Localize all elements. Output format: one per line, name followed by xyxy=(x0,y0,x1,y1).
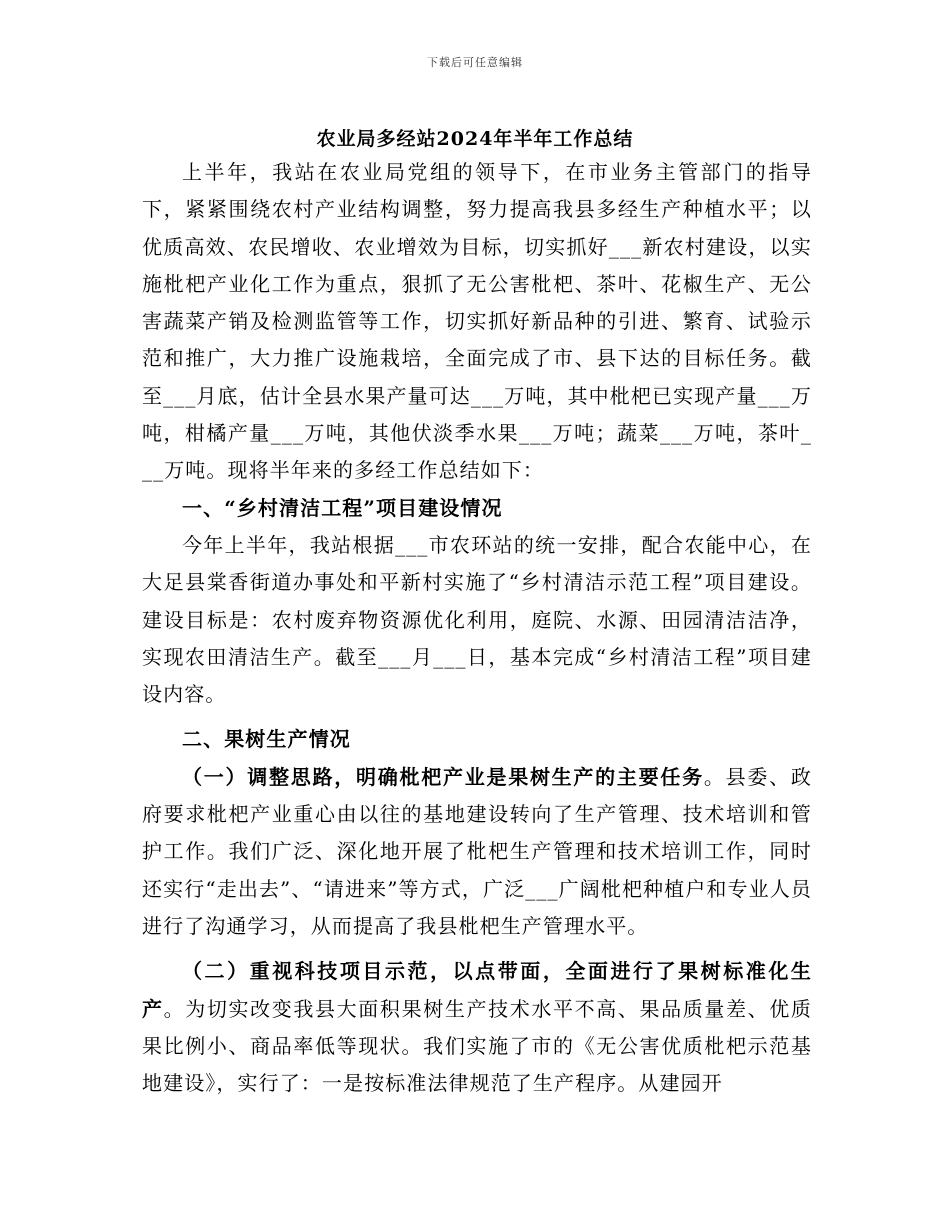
document-title: 农业局多经站2024年半年工作总结 xyxy=(316,128,634,150)
intro-paragraph: 上半年，我站在农业局党组的领导下，在市业务主管部门的指导下，紧紧围绕农村产业结构调整，努力提高我县多经生产种植水平；以优质高效、农民增收、农业增效为目标，切实抓好___新农村建设，以实施枇杷产业化工作为重点，狠抓了无公害枇杷、茶叶、花椒生产、无公害蔬菜产销及检测监管等工作，切实抓好新品种的引进、繁育、试验示范和推广，大力推广设施栽培，全面完成了市、县下达的目标任务。截至___月底，估计全县水果产量可达___万吨，其中枇杷已实现产量___万吨，柑橘产量___万吨，其他伏淡季水果___万吨；蔬菜___万吨，茶叶___万吨。现将半年来的多经工作总结如下： xyxy=(142,160,812,483)
subsection-2-paragraph xyxy=(142,953,812,1102)
subsection-1-paragraph xyxy=(142,759,812,945)
subsection-2-body: 。为切实改变我县大面积果树生产技术水平不高、果品质量差、优质果比例小、商品率低等现状。我们实施了市的《无公害优质枇杷示范基地建设》，实行了：一是按标准法律规范了生产程序。从建园开 xyxy=(142,996,813,1096)
header-note: 下载后可任意编辑 xyxy=(427,56,523,69)
document-body xyxy=(142,154,812,1102)
subsection-2-lead: （二）重视科技项目示范，以点带面，全面进行了果树标准化生产 xyxy=(142,959,812,1021)
section-1-paragraph: 今年上半年，我站根据___市农环站的统一安排，配合农能中心，在大足县棠香街道办事处和平新村实施了“乡村清洁示范工程”项目建设。建设目标是：农村废弃物资源优化利用，庭院、水源、田园清洁洁净，实现农田清洁生产。截至___月___日，基本完成“乡村清洁工程”项目建设内容。 xyxy=(142,532,812,707)
subsection-1-body: 。县委、政府要求枇杷产业重心由以往的基地建设转向了生产管理、技术培训和管护工作。我们广泛、深化地开展了枇杷生产管理和技术培训工作，同时还实行“走出去”、“请进来”等方式，广泛___广阔枇杷种植户和专业人员进行了沟通学习，从而提高了我县枇杷生产管理水平。 xyxy=(142,764,813,938)
subsection-1-lead: （一）调整思路，明确枇杷产业是果树生产的主要任务 xyxy=(182,764,704,789)
section-heading-2: 二、果树生产情况 xyxy=(182,727,351,752)
section-heading-1: 一、“乡村清洁工程”项目建设情况 xyxy=(182,495,503,520)
